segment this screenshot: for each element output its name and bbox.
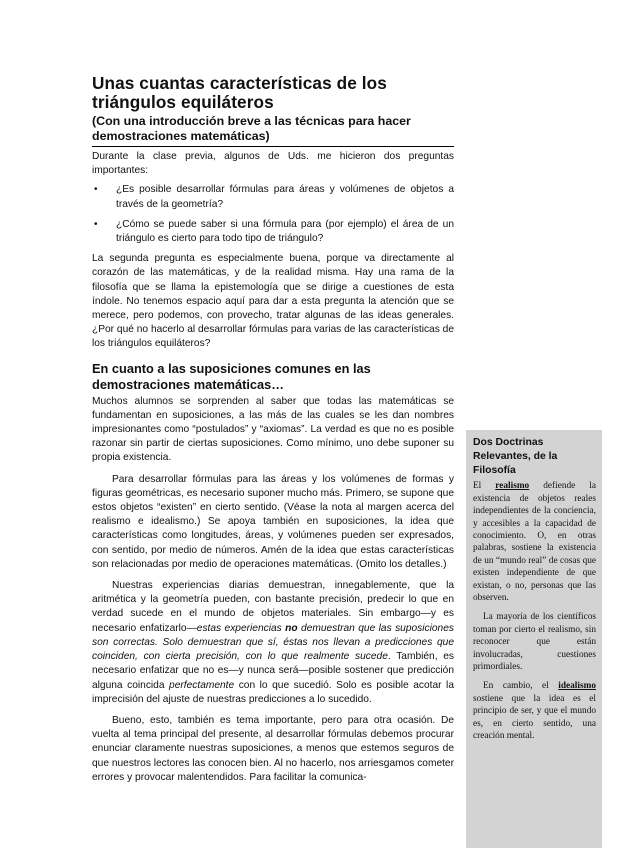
- bullet-icon: •: [94, 184, 98, 196]
- margin-note-paragraph: La mayoría de los científicos toman por cierto el realismo, sin reconocer que están involucradas, cuestiones primordiales.: [473, 612, 596, 673]
- question-list: [92, 183, 454, 246]
- margin-note-paragraph: El realismo defiende la existencia de objetos reales independientes de la conciencia, y accesibles a la capacidad de conocimiento. O, en otras palabras, sostiene la existencia de un “mundo real” de cosas que existen independiente de que existan, o no, personas que las observen.: [473, 481, 596, 604]
- intro-paragraph: Durante la clase previa, algunos de Uds. me hicieron dos preguntas importantes:: [92, 151, 454, 177]
- list-item: • ¿Cómo se puede saber si una fórmula para (por ejemplo) el área de un triángulo es cierto para todo tipo de triángulo?: [94, 218, 454, 245]
- emphasis-text: perfectamente: [169, 679, 235, 691]
- body-paragraph: Bueno, esto, también es tema importante, pero para otra ocasión. De vuelta al tema principal del presente, al desarrollar fórmulas debemos procurar enunciar claramente nuestras suposiciones, a menos que estemos seguros de que nuestros lectores las conocen bien. Al no hacerlo, nos arriesgamos cometer errores y provocar malentendidos. Para facilitar la comunica-: [92, 714, 454, 783]
- emphasis-text: estas experiencias no demuestran que las suposiciones son correctas. Solo demuestran que sí, éstas nos llevan a predicciones que coinciden, con cierta precisión, con lo que realmente sucede: [92, 622, 454, 663]
- bullet-icon: •: [94, 218, 98, 230]
- body-paragraph: Muchos alumnos se sorprenden al saber que todas las matemáticas se fundamentan en suposiciones, a las más de las cuales se les dan nombres impresionantes como “postulados” y “axiomas”. La verdad es que no es posible razonar sin partir de ciertas suposiciones. Como mínimo, uno debe suponer su propia existencia.: [92, 395, 454, 464]
- margin-note: [466, 430, 602, 848]
- page-subtitle: (Con una introducción breve a las técnicas para hacer demostraciones matemáticas): [92, 114, 454, 147]
- margin-note-title: Dos Doctrinas Relevantes, de la Filosofía: [473, 437, 558, 476]
- main-column: [92, 74, 454, 785]
- term-idealismo: idealismo: [558, 681, 596, 692]
- page-title: Unas cuantas características de los triángulos equiláteros: [92, 73, 387, 112]
- term-realismo: realismo: [495, 481, 530, 492]
- section-heading: En cuanto a las suposiciones comunes en las demostraciones matemáticas…: [92, 360, 371, 392]
- body-paragraph: La segunda pregunta es especialmente buena, porque va directamente al corazón de las matemáticas, y de la realidad misma. Hay una rama de la filosofía que se llama la epistemología que se dirige a cuestiones de esta índole. No tenemos espacio aquí para dar a esta pregunta la atención que se merece, pero podemos, con provecho, tratar algunas de las ideas generales. ¿Por qué no hacerlo al desarrollar fórmulas para varias de las características de los triángulos equiláteros?: [92, 253, 454, 350]
- body-paragraph: Nuestras experiencias diarias demuestran, innegablemente, que la aritmética y la geometría pueden, con bastante precisión, predecir lo que en verdad sucede en el mundo de objetos materiales. Sin embargo—y es necesario enfatizarlo—estas experiencias no demuestran que las suposiciones son correctas. Solo demuestran que sí, éstas nos llevan a predicciones que coinciden, con cierta precisión, con lo que realmente sucede. También, es necesario enfatizar que no es—y nunca será—posible sostener que predicción alguna coincida perfectamente con lo que sucedió. Solo es posible acotar la imprecisión del ajuste de nuestras predicciones a lo sucedido.: [92, 580, 454, 705]
- list-item: • ¿Es posible desarrollar fórmulas para áreas y volúmenes de objetos a través de la geometría?: [94, 184, 454, 210]
- margin-note-paragraph: En cambio, el idealismo sostiene que la idea es el principio de ser, y que el mundo es, en cierto sentido, una creación mental.: [473, 681, 596, 742]
- body-paragraph: Para desarrollar fórmulas para las áreas y los volúmenes de formas y figuras geométricas, es necesario suponer mucho más. Primero, se supone que estos objetos “existen” en cierto sentido. (Véase la nota al margen acerca del realismo e idealismo.) Se apoya también en suposiciones, la idea que características como longitudes, áreas, y volúmenes pueden ser expresados, con sentido, por medio de números. Amén de la idea que estas características son relacionadas por medio de operaciones matemáticas. (Omito los detalles.): [92, 473, 454, 570]
